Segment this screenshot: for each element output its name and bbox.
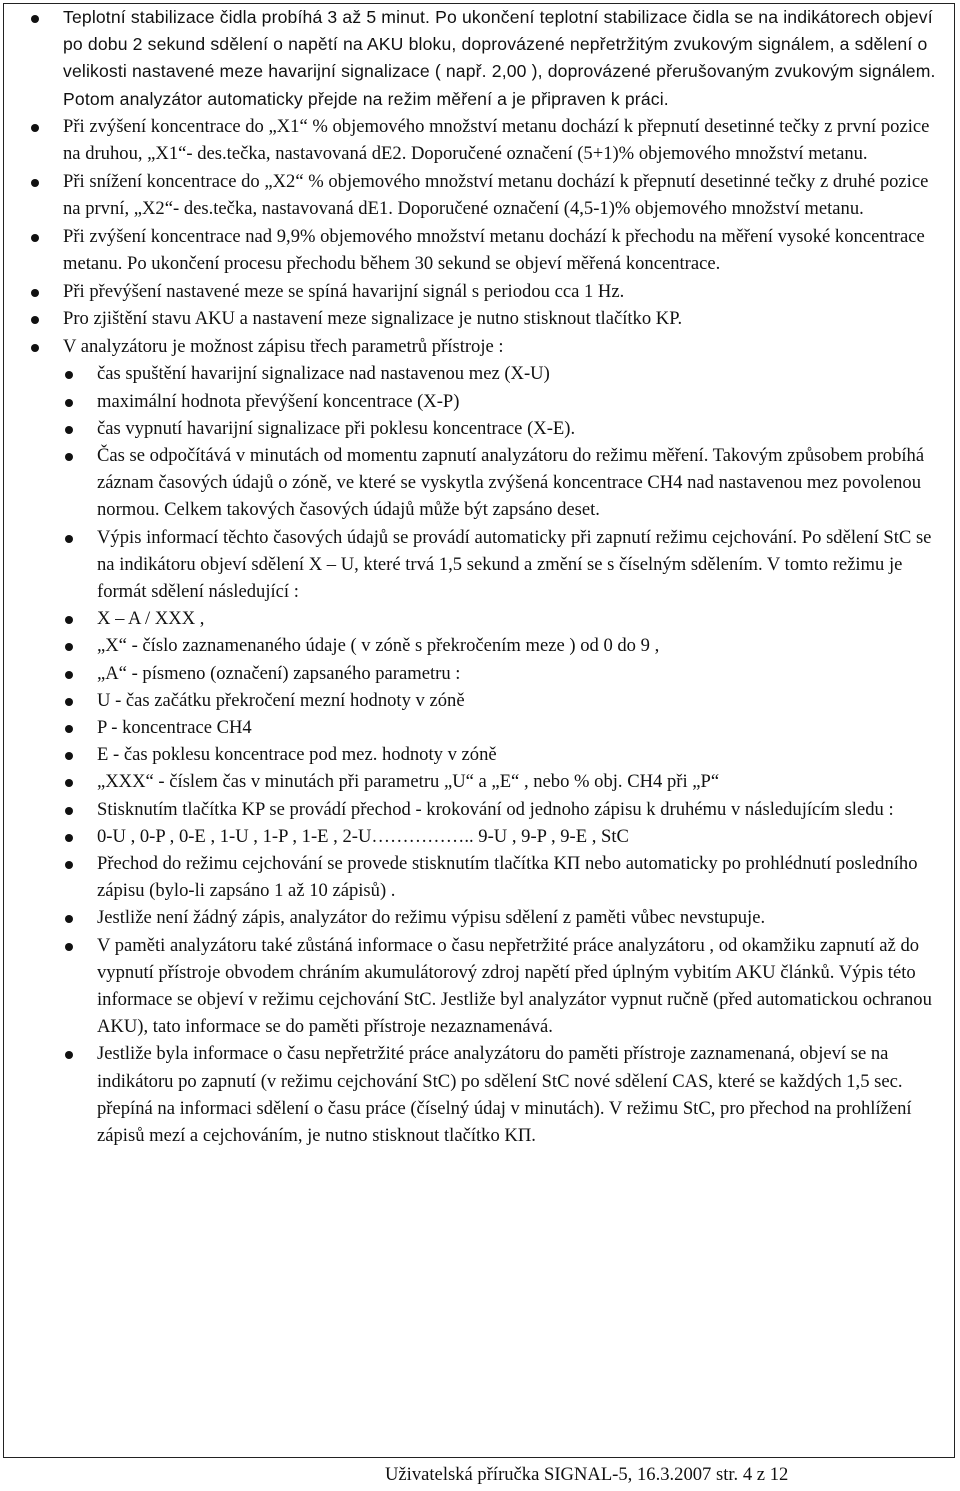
page-footer: Uživatelská příručka SIGNAL-5, 16.3.2007 str. 4 z 12	[385, 1464, 789, 1485]
sub-list-item	[0, 660, 960, 687]
sub-list-item	[0, 932, 960, 1041]
list-item-text: čas spuštění havarijní signalizace nad nastavenou mez (X-U)	[97, 363, 550, 385]
list-item	[0, 168, 960, 222]
bullet-icon	[65, 426, 73, 434]
bullet-icon	[65, 643, 73, 651]
list-item-text: P - koncentrace CH4	[97, 717, 252, 739]
bullet-icon	[31, 289, 39, 297]
list-item-text: Při zvýšení koncentrace nad 9,9% objemového množství metanu dochází k přechodu na měření vysoké koncentrace metanu. Po ukončení procesu přechodu během 30 sekund se objeví měřená koncentrace.	[63, 225, 925, 274]
list-item-text: X – A / XXX ,	[97, 608, 205, 630]
sub-list-item	[0, 388, 960, 415]
bullet-icon	[65, 725, 73, 733]
bullet-icon	[31, 234, 39, 242]
list-item-text: čas vypnutí havarijní signalizace při poklesu koncentrace (X-E).	[97, 417, 576, 439]
list-item-text: Jestliže není žádný zápis, analyzátor do režimu výpisu sdělení z paměti vůbec nevstupuje.	[97, 907, 766, 929]
sub-list-item	[0, 796, 960, 823]
bullet-icon	[65, 671, 73, 679]
sub-list-item	[0, 632, 960, 659]
bullet-icon	[65, 915, 73, 923]
sub-list-item	[0, 768, 960, 795]
list-item-text: Stisknutím tlačítka KP se provádí přechod - krokování od jednoho zápisu k druhému v následujícím sledu :	[97, 798, 894, 820]
bullet-icon	[31, 124, 39, 132]
list-item	[0, 333, 960, 360]
list-item-text: „XXX“ - číslem čas v minutách při parametru „U“ a „E“ , nebo % obj. CH4 při „P“	[97, 771, 720, 793]
list-item-text: Při převýšení nastavené meze se spíná havarijní signál s periodou cca 1 Hz.	[63, 280, 625, 302]
bullet-icon	[31, 344, 39, 352]
list-item-text: maximální hodnota převýšení koncentrace (X-P)	[97, 390, 460, 412]
list-item-text: Čas se odpočítává v minutách od momentu zapnutí analyzátoru do režimu měření. Takovým způsobem probíhá záznam časových údajů o zóně, ve které se vyskytla zvýšená koncentrace CH4 nad nastavenou mez povolenou normou. Celkem takových časových údajů může být zapsáno deset.	[97, 444, 925, 521]
bullet-icon	[65, 807, 73, 815]
bullet-icon	[65, 535, 73, 543]
sub-list-item	[0, 850, 960, 904]
list-item-text: Při snížení koncentrace do „X2“ % objemového množství metanu dochází k přepnutí desetinné tečky z druhé pozice na první, „X2“- des.tečka, nastavovaná dE1. Doporučené označení (4,5-1)% objemového množství metanu.	[63, 171, 929, 220]
document-body	[0, 4, 960, 1149]
list-item-text: U - čas začátku překročení mezní hodnoty v zóně	[97, 689, 465, 711]
bullet-icon	[65, 453, 73, 461]
bullet-icon	[65, 943, 73, 951]
sub-list-item	[0, 741, 960, 768]
bullet-icon	[31, 316, 39, 324]
sub-list-item	[0, 605, 960, 632]
sub-list-item	[0, 360, 960, 387]
sub-list-item	[0, 714, 960, 741]
list-item-text: V paměti analyzátoru také zůstáná informace o času nepřetržité práce analyzátoru , od okamžiku zapnutí až do vypnutí přístroje obvodem chráním akumulátorový zdroj napětí před úplným vybitím AKU článků. Výpis této informace se objeví v režimu cejchování StC. Jestliže byl analyzátor vypnut ručně (před automatickou ochranou AKU), tato informace se do paměti přístroje nezaznamenává.	[97, 934, 932, 1038]
list-item-text: Teplotní stabilizace čidla probíhá 3 až 5 minut. Po ukončení teplotní stabilizace čidla se na indikátorech objeví po dobu 2 sekund sdělení o napětí na AKU bloku, doprovázené nepřetržitým zvukovým signálem, a sdělení o velikosti nastavené meze havarijní signalizace ( např. 2,00 ), doprovázené přerušovaným zvukovým signálem. Potom analyzátor automaticky přejde na režim měření a je připraven k práci.	[63, 7, 936, 109]
bullet-list	[0, 4, 960, 1149]
list-item-text: Při zvýšení koncentrace do „X1“ % objemového množství metanu dochází k přepnutí desetinné tečky z první pozice na druhou, „X1“- des.tečka, nastavovaná dE2. Doporučené označení (5+1)% objemového množství metanu.	[63, 116, 930, 165]
list-item-text: Výpis informací těchto časových údajů se provádí automaticky při zapnutí režimu cejchování. Po sdělení StC se na indikátoru objeví sdělení X – U, které trvá 1,5 sekund a změní se s číselným sdělením. V tomto režimu je formát sdělení následující :	[97, 526, 932, 602]
sub-list-item	[0, 1040, 960, 1149]
bullet-icon	[65, 752, 73, 760]
list-item	[0, 278, 960, 305]
list-item-text: E - čas poklesu koncentrace pod mez. hodnoty v zóně	[97, 744, 497, 766]
bullet-icon	[65, 1051, 73, 1059]
sub-list-item	[0, 904, 960, 931]
bullet-icon	[65, 861, 73, 869]
list-item-text: V analyzátoru je možnost zápisu třech parametrů přístroje :	[63, 335, 504, 357]
bullet-icon	[65, 399, 73, 407]
bullet-icon	[65, 779, 73, 787]
list-item-text: „A“ - písmeno (označení) zapsaného parametru :	[97, 662, 461, 684]
bullet-icon	[31, 179, 39, 187]
sub-list-item	[0, 524, 960, 606]
sub-list-item	[0, 415, 960, 442]
list-item-text: 0-U , 0-P , 0-E , 1-U , 1-P , 1-E , 2-U…………….. 9-U , 9-P , 9-E , StC	[97, 825, 629, 847]
list-item	[0, 223, 960, 277]
list-item-text: Přechod do režimu cejchování se provede stisknutím tlačítka KΠ nebo automaticky po prohlédnutí posledního zápisu (bylo-li zapsáno 1 až 10 zápisů) .	[97, 853, 918, 902]
sub-list-item	[0, 687, 960, 714]
list-item	[0, 113, 960, 167]
list-item-text: Jestliže byla informace o času nepřetržité práce analyzátoru do paměti přístroje zaznamenaná, objeví se na indikátoru po zapnutí (v režimu cejchování StC) po sdělení StC nové sdělení CAS, které se každých 1,5 sec. přepíná na informaci sdělení o času práce (číselný údaj v minutách). V režimu StC, pro přechod na prohlížení zápisů mezí a cejchováním, je nutno stisknout tlačítko KΠ.	[97, 1043, 912, 1147]
list-item	[0, 305, 960, 332]
bullet-icon	[65, 616, 73, 624]
list-item-text: Pro zjištění stavu AKU a nastavení meze signalizace je nutno stisknout tlačítko KP.	[63, 308, 683, 330]
bullet-icon	[31, 15, 39, 23]
sub-list-item	[0, 442, 960, 524]
sub-list-item	[0, 823, 960, 850]
list-item-text: „X“ - číslo zaznamenaného údaje ( v zóně s překročením meze ) od 0 do 9 ,	[97, 635, 660, 657]
bullet-icon	[65, 698, 73, 706]
list-item	[0, 4, 960, 113]
bullet-icon	[65, 371, 73, 379]
bullet-icon	[65, 834, 73, 842]
